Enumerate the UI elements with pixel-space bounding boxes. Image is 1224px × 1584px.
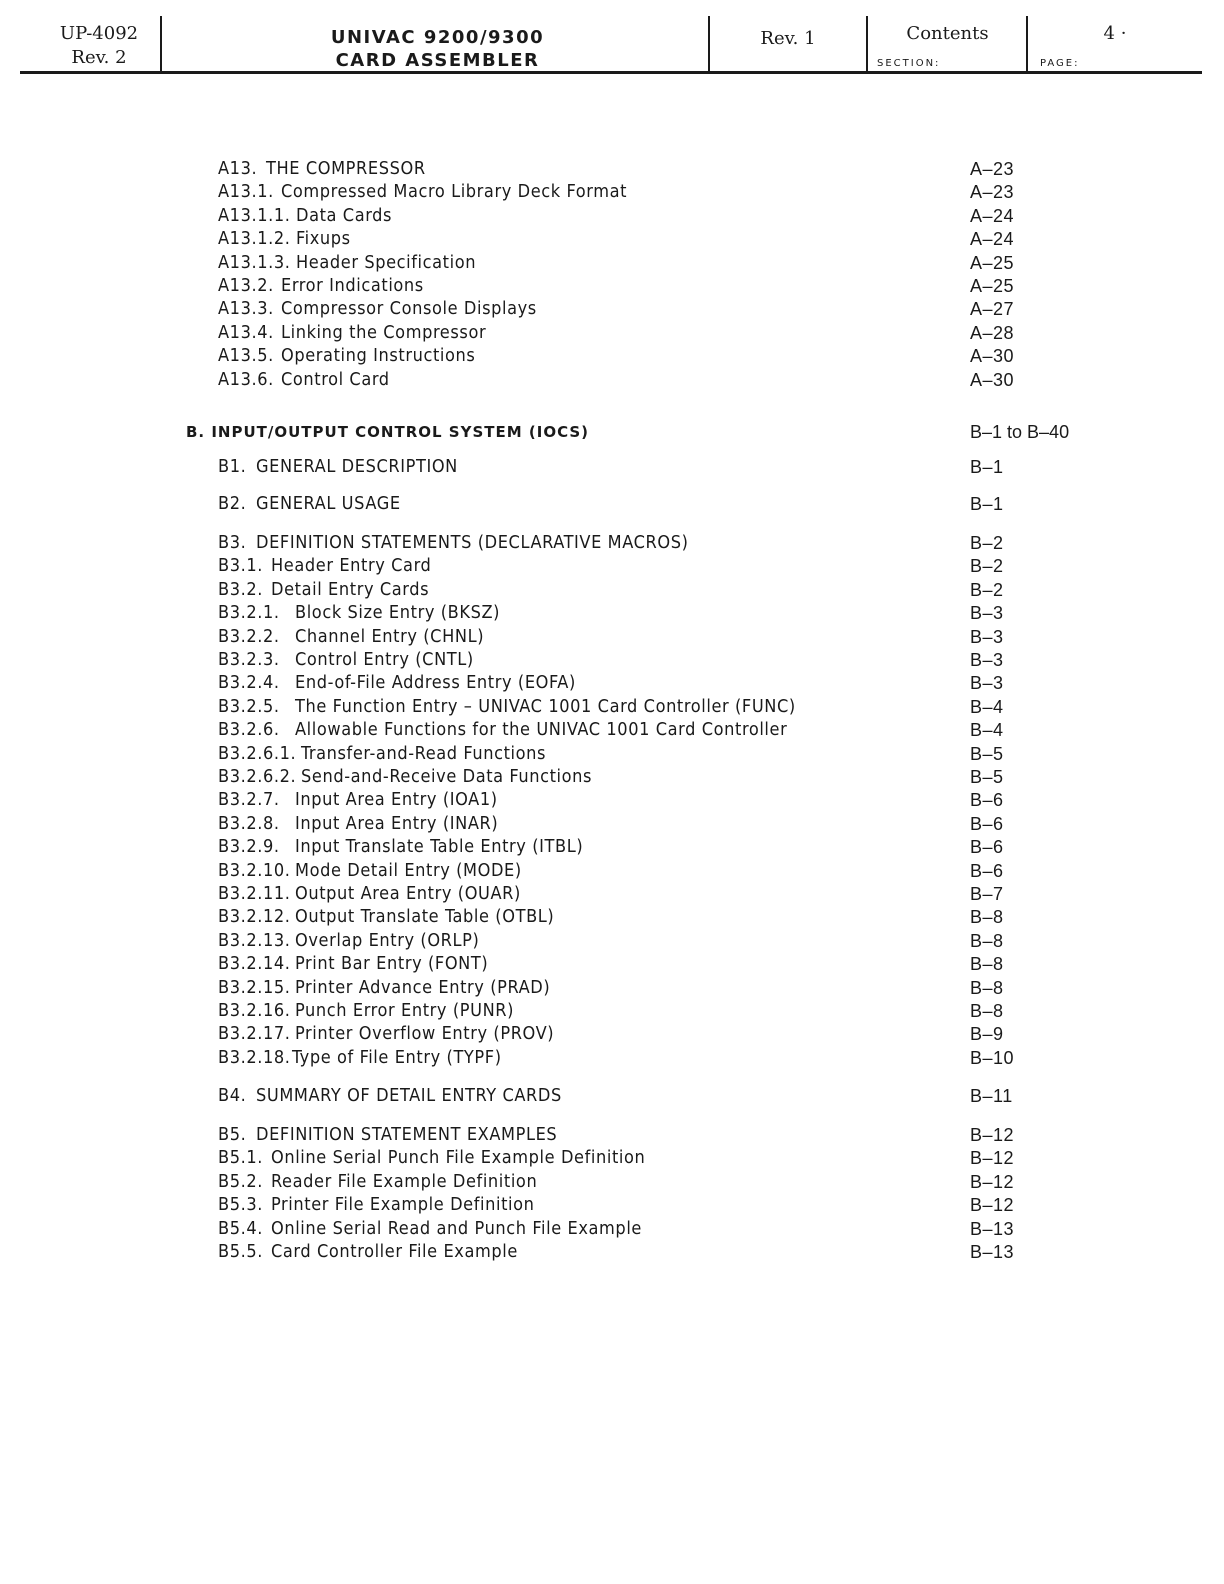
toc-entry-page: B–12 (970, 1171, 1015, 1192)
toc-entry-title: Control Card (281, 368, 390, 390)
toc-entry-number: B3.2. (218, 578, 263, 600)
toc-entry-page: B–4 (970, 720, 1004, 741)
toc-entry-title: Print Bar Entry (FONT) (295, 953, 489, 975)
toc-entry-title: Compressed Macro Library Deck Format (281, 181, 628, 203)
toc-entry-page: B–2 (970, 556, 1004, 577)
toc-entry-number: B3.2.16. (218, 1000, 291, 1021)
toc-entry-number: B3.2.18. (218, 1046, 291, 1068)
toc-entry-number: B3.2.2. (218, 625, 280, 647)
toc-entry-title: Reader File Example Definition (271, 1170, 538, 1192)
toc-entry-page: B–6 (970, 837, 1004, 858)
toc-entry-page: A–30 (970, 369, 1015, 390)
doc-title-block (165, 26, 710, 72)
toc-entry-title: Overlap Entry (ORLP) (295, 929, 480, 951)
toc-entry-page: B–3 (970, 673, 1004, 694)
header-rule (20, 71, 1202, 74)
toc-entry-title: Printer Advance Entry (PRAD) (295, 976, 551, 998)
toc-entry-title: Printer File Example Definition (271, 1194, 535, 1216)
header-divider (1026, 16, 1028, 72)
toc-entry-number: B3.2.5. (218, 695, 280, 717)
toc-entry-page: B–13 (970, 1218, 1015, 1239)
toc-entry-page: B–8 (970, 930, 1004, 951)
toc-entry-page: B–12 (970, 1125, 1015, 1145)
toc-entry-number: A13.1. (218, 181, 274, 203)
toc-entry-number: B3.2.3. (218, 649, 280, 670)
toc-entry-number: B3.2.17. (218, 1023, 291, 1045)
toc-entry-number: A13.1.1. (218, 204, 291, 226)
toc-entry-page: A–25 (970, 252, 1015, 273)
toc-entry-number: B5.1. (218, 1147, 263, 1169)
toc-entry-page: B–1 (970, 457, 1004, 477)
toc-entry-number: A13.4. (218, 321, 274, 343)
toc-entry-page: A–28 (970, 322, 1015, 343)
toc-entry-page: B–8 (970, 1001, 1004, 1021)
page-caption: PAGE: (1040, 58, 1080, 69)
toc-entry-title: Header Specification (296, 251, 477, 273)
toc-entry-page: B–8 (970, 977, 1004, 998)
toc-entry-title: Error Indications (281, 275, 424, 296)
toc-entry-number: B3.2.1. (218, 602, 280, 624)
toc-entry-title: THE COMPRESSOR (266, 158, 426, 179)
section-b-heading: B. INPUT/OUTPUT CONTROL SYSTEM (IOCS) (186, 423, 590, 441)
toc-entry-title: Header Entry Card (271, 555, 432, 577)
toc-entry-title: Channel Entry (CHNL) (295, 625, 485, 647)
doc-title-line2: CARD ASSEMBLER (335, 50, 540, 71)
toc-entry-number: B2. (218, 493, 247, 514)
toc-entry-number: B3.1. (218, 555, 263, 577)
toc-entry-title: GENERAL USAGE (256, 493, 401, 514)
toc-entry-title: Detail Entry Cards (271, 578, 430, 600)
toc-entry-page: A–30 (970, 346, 1015, 367)
toc-entry-page: B–13 (970, 1242, 1015, 1262)
toc-entry-number: B3.2.14. (218, 953, 291, 975)
toc-entry-title: Fixups (296, 228, 351, 250)
toc-entry-number: B3.2.4. (218, 672, 280, 694)
toc-entry-title: The Function Entry – UNIVAC 1001 Card Controller (FUNC) (295, 695, 796, 717)
toc-entry-title: Online Serial Punch File Example Definition (271, 1147, 646, 1169)
toc-entry-title: Input Area Entry (IOA1) (295, 789, 498, 811)
page-header (0, 0, 1224, 80)
section-value: Contents (906, 23, 989, 44)
toc-entry-title: Control Entry (CNTL) (295, 649, 474, 670)
toc-entry-title: Send-and-Receive Data Functions (301, 766, 593, 787)
toc-entry-number: A13.1.3. (218, 251, 291, 273)
toc-entry-number: B5.5. (218, 1241, 263, 1262)
toc-entry-title: Allowable Functions for the UNIVAC 1001 Card Controller (295, 719, 788, 741)
toc-entry-page: B–11 (970, 1086, 1013, 1106)
revision: Rev. 1 (760, 28, 816, 49)
doc-revision: Rev. 2 (71, 47, 127, 68)
toc-entry-page: A–23 (970, 159, 1015, 179)
toc-entry-number: B3.2.7. (218, 789, 280, 811)
toc-entry-number: B1. (218, 456, 247, 477)
doc-title-line1: UNIVAC 9200/9300 (330, 27, 545, 48)
toc-entry-page: B–5 (970, 743, 1004, 764)
toc-entry-title: Output Area Entry (OUAR) (295, 883, 521, 904)
toc-entry-title: Compressor Console Displays (281, 298, 537, 320)
toc-entry-number: B3.2.6.1. (218, 742, 297, 764)
toc-entry-number: B3.2.11. (218, 883, 291, 904)
toc-entry-page: A–27 (970, 299, 1015, 320)
page-number: 4 · (1103, 23, 1127, 44)
toc-entry-page: A–25 (970, 276, 1015, 296)
toc-entry-page: B–8 (970, 907, 1004, 928)
toc-entry-title: Printer Overflow Entry (PROV) (295, 1023, 555, 1045)
header-divider (160, 16, 162, 72)
toc-entry-number: B3.2.6.2. (218, 766, 297, 787)
toc-entry-title: Operating Instructions (281, 345, 476, 367)
toc-entry-title: End-of-File Address Entry (EOFA) (295, 672, 576, 694)
toc-entry-title: Output Translate Table (OTBL) (295, 906, 555, 928)
section-caption: SECTION: (877, 58, 941, 69)
toc-entry-page: B–3 (970, 603, 1004, 624)
toc-entry-page: B–6 (970, 860, 1004, 881)
toc-entry-number: B5.4. (218, 1217, 263, 1239)
toc-entry-page: B–1 (970, 494, 1004, 514)
toc-entry-page: B–3 (970, 626, 1004, 647)
toc-entry-number: B4. (218, 1085, 247, 1106)
toc-entry-title: Data Cards (296, 204, 393, 226)
toc-entry-number: B3. (218, 532, 247, 553)
toc-entry-title: Input Area Entry (INAR) (295, 812, 499, 834)
toc-entry-title: Type of File Entry (TYPF) (292, 1046, 502, 1068)
toc-entry-number: B3.2.9. (218, 836, 280, 858)
toc-entry-title: Block Size Entry (BKSZ) (295, 602, 501, 624)
toc-entry-number: B3.2.8. (218, 812, 280, 834)
toc-entry-page: B–8 (970, 954, 1004, 975)
toc-entry-title: Online Serial Read and Punch File Example (271, 1217, 642, 1239)
toc-entry-number: B3.2.6. (218, 719, 280, 741)
toc-entry-number: B3.2.15. (218, 976, 291, 998)
toc-entry-title: Punch Error Entry (PUNR) (295, 1000, 515, 1021)
toc-entry-title: Input Translate Table Entry (ITBL) (295, 836, 584, 858)
toc-entry-title: DEFINITION STATEMENTS (DECLARATIVE MACROS) (256, 532, 689, 553)
toc-entry-title: Card Controller File Example (271, 1241, 518, 1262)
toc-entry-title: DEFINITION STATEMENT EXAMPLES (256, 1124, 558, 1145)
toc-entry-number: A13. (218, 158, 258, 179)
toc-entry-title: Linking the Compressor (281, 321, 487, 343)
doc-id-block (40, 22, 158, 70)
toc-entry-page: B–6 (970, 790, 1004, 811)
header-divider (866, 16, 868, 72)
toc-entry-number: A13.6. (218, 368, 274, 390)
toc-entry-page: B–12 (970, 1195, 1015, 1216)
toc-entry-number: B5.2. (218, 1170, 263, 1192)
toc-entry-title: GENERAL DESCRIPTION (256, 456, 458, 477)
toc-entry-page: B–12 (970, 1148, 1015, 1169)
toc-entry-number: A13.5. (218, 345, 274, 367)
toc-entry-number: B3.2.13. (218, 929, 291, 951)
toc-entry-page: B–9 (970, 1024, 1004, 1045)
doc-number: UP-4092 (59, 23, 139, 44)
toc-entry-page: B–4 (970, 696, 1004, 717)
toc-entry-title: Mode Detail Entry (MODE) (295, 859, 522, 881)
toc-entry-title: Transfer-and-Read Functions (301, 742, 547, 764)
toc-entry-number: B3.2.10. (218, 859, 291, 881)
toc-entry-number: A13.1.2. (218, 228, 291, 250)
toc-entry-page: B–2 (970, 533, 1004, 553)
toc-entry-number: B5. (218, 1124, 247, 1145)
toc-entry-page: B–2 (970, 579, 1004, 600)
toc-entry-page: A–24 (970, 205, 1015, 226)
toc-entry-page: B–5 (970, 767, 1004, 787)
toc-entry-number: A13.2. (218, 275, 274, 296)
toc-entry-page: A–23 (970, 182, 1015, 203)
toc-entry-page: A–24 (970, 229, 1015, 250)
toc-entry-page: B–10 (970, 1047, 1015, 1068)
toc-entry-number: B5.3. (218, 1194, 263, 1216)
toc-entry-page: B–7 (970, 884, 1004, 904)
toc-entry-page: B–3 (970, 650, 1004, 670)
toc-entry-title: SUMMARY OF DETAIL ENTRY CARDS (256, 1085, 562, 1106)
toc-entry-number: B3.2.12. (218, 906, 291, 928)
toc-entry-number: A13.3. (218, 298, 274, 320)
toc-entry-page: B–6 (970, 813, 1004, 834)
section-b-pages: B–1 to B–40 (970, 422, 1070, 442)
